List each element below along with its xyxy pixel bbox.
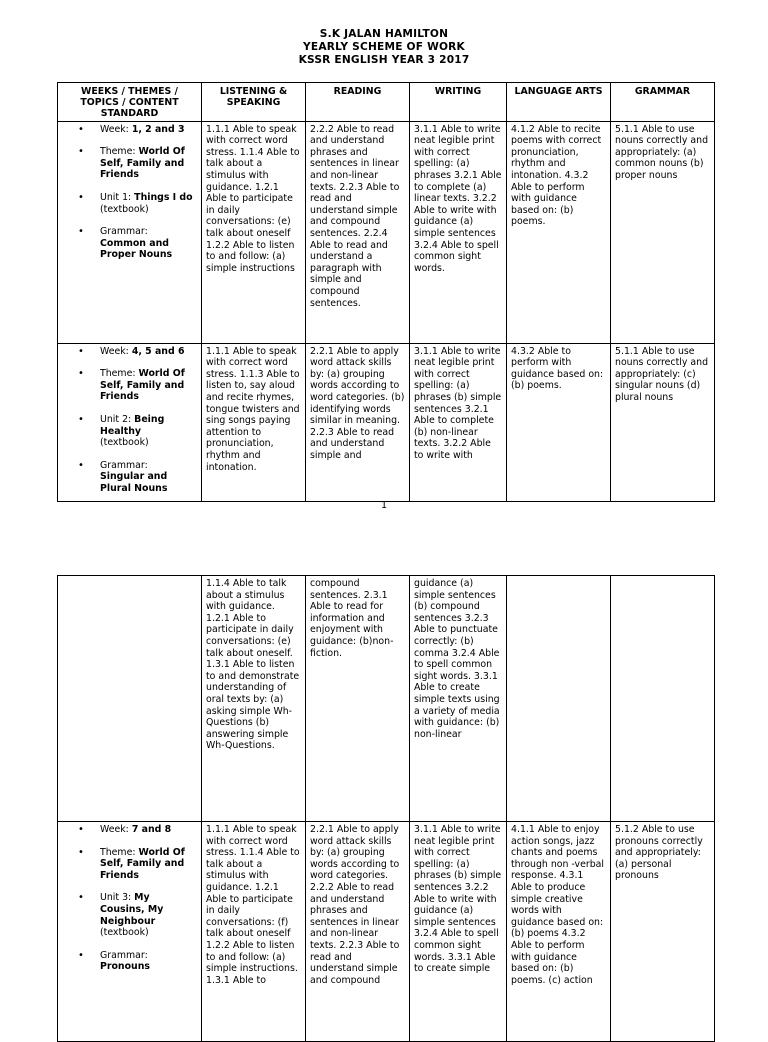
reading-cell: 2.2.1 Able to apply word attack skills by: (a) grouping words according to word categories. (b) identifying words similar in meaning. 2.2.3 Able to read and understand simple and (306, 343, 410, 501)
writing-cell: 3.1.1 Able to write neat legible print with correct spelling: (a) phrases 3.2.1 Able to complete (a) linear texts. 3.2.2 Able to write with guidance (a) simple sentences 3.2.4 Able to spell common sight words. (410, 121, 507, 343)
grammar-cell: 5.1.1 Able to use nouns correctly and appropriately: (c) singular nouns (d) plural nouns (611, 343, 715, 501)
week-cell (58, 121, 202, 343)
listening-cell: 1.1.1 Able to speak with correct word stress. 1.1.4 Able to talk about a stimulus with guidance. 1.2.1 Able to participate in daily conversations: (f) talk about oneself 1.2.2 Able to listen to and follow: (a) simple instructions. 1.3.1 Able to (202, 822, 306, 1042)
page-number: 1 (380, 500, 388, 511)
grammar-topic-item: • Grammar: Pronouns (62, 950, 197, 973)
week-item: • Week: 4, 5 and 6 (62, 346, 197, 358)
unit-item: • Unit 2: Being Healthy (textbook) (62, 414, 197, 449)
column-header-listening: LISTENING & SPEAKING (202, 83, 306, 122)
listening-cell: 1.1.1 Able to speak with correct word stress. 1.1.3 Able to listen to, say aloud and recite rhymes, tongue twisters and sing songs paying attention to pronunciation, rhythm and intonation. (202, 343, 306, 501)
reading-cell: 2.2.2 Able to read and understand phrases and sentences in linear and non-linear texts. 2.2.3 Able to read and understand simple and compound sentences. 2.2.4 Able to read and understand a paragraph with simple and compound sentences. (306, 121, 410, 343)
writing-cell: 3.1.1 Able to write neat legible print with correct spelling: (a) phrases (b) simple sentences 3.2.2 Able to write with guidance (a) simple sentences 3.2.4 Able to spell common sight words. 3.3.1 Able to create simple (410, 822, 507, 1042)
column-header-reading: READING (306, 83, 410, 122)
table-row-continuation (58, 576, 715, 822)
document-title: YEARLY SCHEME OF WORK (303, 41, 465, 53)
language-arts-cell: 4.1.1 Able to enjoy action songs, jazz chants and poems through non -verbal response. 4.3.1 Able to produce simple creative words with guidance based on: (b) poems 4.3.2 Able to perform with guidance based on: (b) poems. (c) action (507, 822, 611, 1042)
table-header-row (58, 83, 715, 122)
column-header-language-arts: LANGUAGE ARTS (507, 83, 611, 122)
language-arts-cell: 4.3.2 Able to perform with guidance based on: (b) poems. (507, 343, 611, 501)
grammar-topic-item: • Grammar: Singular and Plural Nouns (62, 460, 197, 495)
column-header-writing: WRITING (410, 83, 507, 122)
writing-cell: guidance (a) simple sentences (b) compound sentences 3.2.3 Able to punctuate correctly: (b) comma 3.2.4 Able to spell common sight words. 3.3.1 Able to create simple texts using a variety of media with guidance: (b) non-linear (410, 576, 507, 822)
week-item: • Week: 1, 2 and 3 (62, 124, 197, 136)
table-row (58, 121, 715, 343)
reading-cell: 2.2.1 Able to apply word attack skills by: (a) grouping words according to word categories. 2.2.2 Able to read and understand phrases and sentences in linear and non-linear texts. 2.2.3 Able to read and understand simple and compound (306, 822, 410, 1042)
theme-item: • Theme: World Of Self, Family and Friends (62, 847, 197, 882)
grammar-cell: 5.1.1 Able to use nouns correctly and appropriately: (a) common nouns (b) proper nouns (611, 121, 715, 343)
scheme-table-page-1 (57, 82, 715, 502)
week-cell (58, 343, 202, 501)
document-subtitle: KSSR ENGLISH YEAR 3 2017 (298, 54, 470, 66)
school-name: S.K JALAN HAMILTON (319, 28, 449, 40)
writing-cell: 3.1.1 Able to write neat legible print with correct spelling: (a) phrases (b) simple sentences 3.2.1 Able to complete (b) non-linear texts. 3.2.2 Able to write with (410, 343, 507, 501)
unit-item: • Unit 3: My Cousins, My Neighbour (textbook) (62, 892, 197, 938)
language-arts-cell (507, 576, 611, 822)
unit-item: • Unit 1: Things I do (textbook) (62, 192, 197, 215)
grammar-topic-item: • Grammar: Common and Proper Nouns (62, 226, 197, 261)
theme-item: • Theme: World Of Self, Family and Friends (62, 368, 197, 403)
grammar-cell (611, 576, 715, 822)
table-row (58, 343, 715, 501)
column-header-weeks: WEEKS / THEMES / TOPICS / CONTENT STANDARD (58, 83, 202, 122)
grammar-cell: 5.1.2 Able to use pronouns correctly and appropriately: (a) personal pronouns (611, 822, 715, 1042)
theme-item: • Theme: World Of Self, Family and Friends (62, 146, 197, 181)
document-page-2 (0, 560, 768, 1024)
scheme-table-page-2 (57, 575, 715, 1042)
column-header-grammar: GRAMMAR (611, 83, 715, 122)
reading-cell: compound sentences. 2.3.1 Able to read for information and enjoyment with guidance: (b)non-fiction. (306, 576, 410, 822)
language-arts-cell: 4.1.2 Able to recite poems with correct pronunciation, rhythm and intonation. 4.3.2 Able to perform with guidance based on: (b) poems. (507, 121, 611, 343)
week-cell (58, 822, 202, 1042)
table-row (58, 822, 715, 1042)
week-cell (58, 576, 202, 822)
listening-cell: 1.1.1 Able to speak with correct word stress. 1.1.4 Able to talk about a stimulus with guidance. 1.2.1 Able to participate in daily conversations: (e) talk about oneself 1.2.2 Able to listen to and follow: (a) simple instructions (202, 121, 306, 343)
week-item: • Week: 7 and 8 (62, 824, 197, 836)
listening-cell: 1.1.4 Able to talk about a stimulus with guidance. 1.2.1 Able to participate in daily conversations: (e) talk about oneself. 1.3.1 Able to listen to and demonstrate understanding of oral texts by: (a) asking simple Wh-Questions (b) answering simple Wh-Questions. (202, 576, 306, 822)
